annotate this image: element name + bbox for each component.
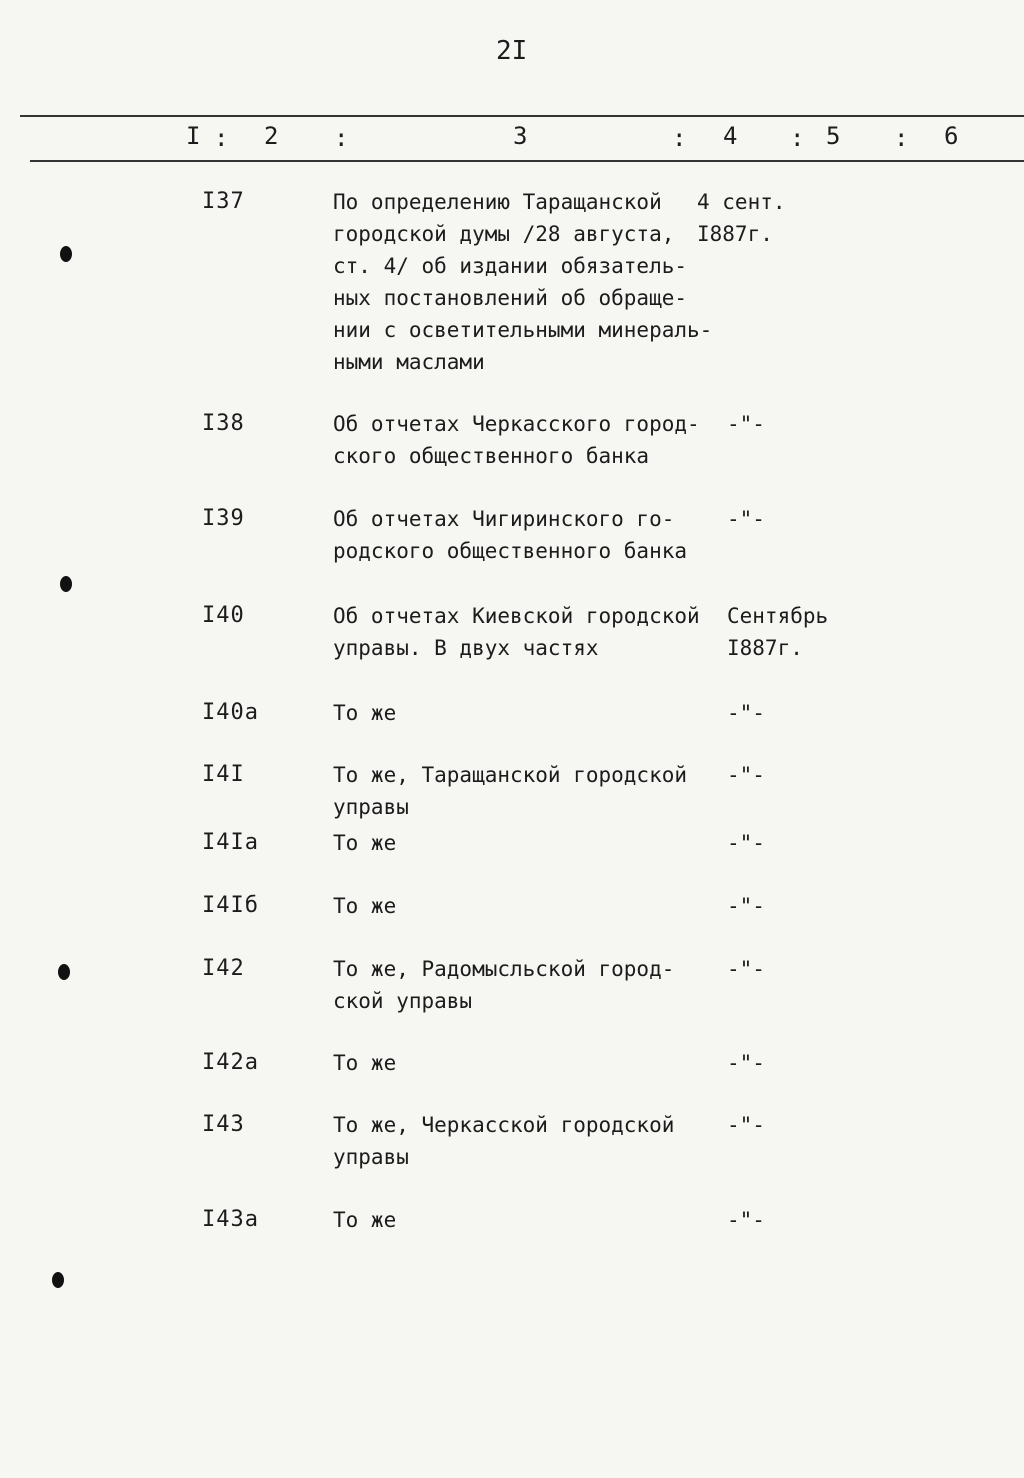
column-header-3: 3 bbox=[513, 122, 528, 150]
ink-blot bbox=[60, 246, 72, 262]
item-number: I43а bbox=[202, 1207, 259, 1232]
item-title: То же bbox=[333, 1208, 397, 1232]
item-title: То же bbox=[333, 1051, 397, 1075]
column-header-5: 5 bbox=[826, 122, 841, 150]
item-date: Сентябрь I887г. bbox=[727, 604, 829, 660]
page-number: 2I bbox=[496, 36, 528, 66]
item-date: -"- bbox=[727, 1113, 765, 1137]
item-date: -"- bbox=[727, 412, 765, 436]
ink-blot bbox=[52, 1272, 64, 1288]
item-title: То же, Черкасской городской управы bbox=[333, 1113, 675, 1169]
item-date: -"- bbox=[727, 701, 765, 725]
item-number: I4Iб bbox=[202, 893, 259, 918]
ink-blot bbox=[58, 964, 70, 980]
column-header-6: 6 bbox=[944, 122, 959, 150]
item-date: -"- bbox=[727, 1051, 765, 1075]
item-title: По определению Таращанской городской думы /28 августа, ст. 4/ об издании обязатель- ных постановлений об обраще- нии с осветительными минераль- ными маслами bbox=[333, 190, 713, 374]
item-date: -"- bbox=[727, 1208, 765, 1232]
item-title: То же, Радомысльской город- ской управы bbox=[333, 957, 675, 1013]
item-number: I4I bbox=[202, 762, 245, 787]
column-header-1: I bbox=[186, 122, 201, 150]
item-number: I37 bbox=[202, 189, 245, 214]
item-number: I38 bbox=[202, 411, 245, 436]
header-bottom-rule bbox=[30, 160, 1024, 162]
item-number: I43 bbox=[202, 1112, 245, 1137]
item-date: -"- bbox=[727, 894, 765, 918]
column-separator: : bbox=[214, 124, 229, 152]
item-number: I42 bbox=[202, 956, 245, 981]
column-separator: : bbox=[790, 124, 805, 152]
item-title: Об отчетах Черкасского город- ского общественного банка bbox=[333, 412, 700, 468]
item-title: То же, Таращанской городской управы bbox=[333, 763, 688, 819]
item-date: -"- bbox=[727, 507, 765, 531]
item-date: 4 сент. I887г. bbox=[697, 190, 786, 246]
item-number: I40а bbox=[202, 700, 259, 725]
item-date: -"- bbox=[727, 957, 765, 981]
item-title: То же bbox=[333, 894, 397, 918]
item-number: I40 bbox=[202, 603, 245, 628]
column-separator: : bbox=[894, 124, 909, 152]
item-title: То же bbox=[333, 831, 397, 855]
column-separator: : bbox=[672, 124, 687, 152]
item-number: I39 bbox=[202, 506, 245, 531]
item-number: I4Iа bbox=[202, 830, 259, 855]
item-date: -"- bbox=[727, 763, 765, 787]
ink-blot bbox=[60, 576, 72, 592]
header-top-rule bbox=[20, 115, 1024, 117]
column-separator: : bbox=[334, 124, 349, 152]
item-number: I42а bbox=[202, 1050, 259, 1075]
column-header-2: 2 bbox=[264, 122, 279, 150]
item-title: То же bbox=[333, 701, 397, 725]
item-title: Об отчетах Киевской городской управы. В двух частях bbox=[333, 604, 700, 660]
column-header-4: 4 bbox=[723, 122, 738, 150]
item-date: -"- bbox=[727, 831, 765, 855]
item-title: Об отчетах Чигиринского го- родского общественного банка bbox=[333, 507, 688, 563]
